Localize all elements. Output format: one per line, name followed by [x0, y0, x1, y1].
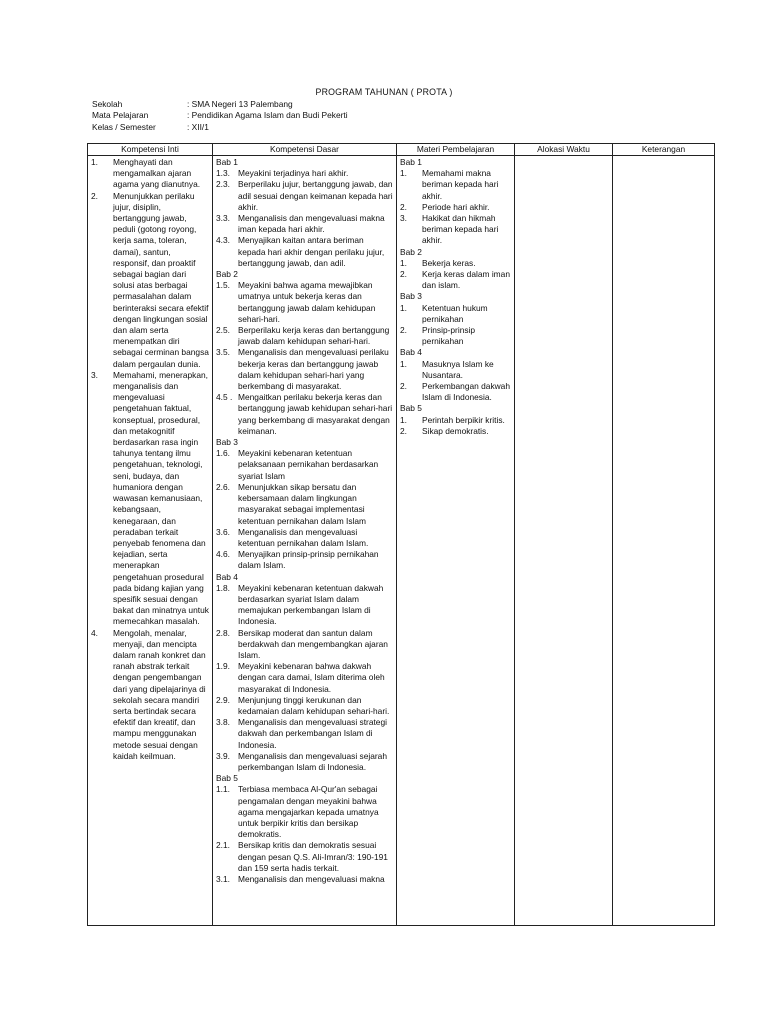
table-row — [88, 156, 715, 926]
item-text: Memahami makna beriman kepada hari akhir. — [422, 168, 499, 201]
item-number: 4.5 . — [216, 392, 233, 403]
keterangan-cell — [613, 156, 715, 926]
item-text: Menyajikan prinsip-prinsip pernikahan dalam Islam. — [238, 549, 379, 571]
meta-value: : Pendidikan Agama Islam dan Budi Pekerti — [187, 110, 348, 121]
list-item — [216, 717, 393, 751]
item-number: 2.1. — [216, 840, 230, 851]
header-kompetensi-inti: Kompetensi Inti — [88, 144, 213, 156]
list-item — [216, 392, 393, 437]
list-item — [91, 157, 209, 191]
item-number: 2.5. — [216, 325, 230, 336]
table-header-row — [88, 144, 715, 156]
alokasi-waktu-cell — [515, 156, 613, 926]
item-text: Menunjukkan sikap bersatu dan kebersamaan dalam lingkungan masyarakat sebagai implementasi ketentuan pernikahan dalam Islam — [238, 481, 367, 526]
list-item — [91, 370, 209, 628]
item-number: 1.3. — [216, 168, 230, 179]
list-item — [400, 415, 511, 426]
header-keterangan: Keterangan — [613, 144, 715, 156]
list-item — [216, 840, 393, 874]
meta-row-school — [92, 99, 348, 110]
list-item — [216, 482, 393, 527]
item-number: 3.1. — [216, 874, 230, 884]
list-item — [216, 751, 393, 773]
item-text: Kerja keras dalam iman dan islam. — [422, 269, 510, 291]
list-item — [216, 347, 393, 392]
item-text: Masuknya Islam ke Nusantara. — [422, 358, 494, 380]
item-number: 2.9. — [216, 694, 230, 705]
meta-row-subject — [92, 110, 348, 121]
list-item — [216, 784, 393, 840]
list-item — [216, 235, 393, 269]
meta-label: Sekolah — [92, 99, 123, 109]
bab-heading: Bab 5 — [400, 403, 422, 414]
item-number: 1.1. — [216, 784, 230, 795]
item-number: 4.6. — [216, 549, 230, 560]
list-item — [400, 303, 511, 325]
item-text: Perkembangan dakwah Islam di Indonesia. — [422, 381, 510, 403]
bab-heading: Bab 2 — [216, 269, 238, 280]
item-text: Meyakini kebenaran bahwa dakwah dengan cara damai, Islam diterima oleh masyarakat di Indonesia. — [238, 661, 385, 694]
item-number: 2. — [400, 201, 407, 212]
meta-value: : XII/1 — [187, 121, 209, 132]
bab-heading: Bab 2 — [400, 246, 422, 257]
list-item — [400, 202, 511, 213]
prota-table — [87, 143, 715, 926]
meta-value: : SMA Negeri 13 Palembang — [187, 99, 293, 109]
bab-heading: Bab 3 — [400, 291, 422, 302]
item-number: 3.8. — [216, 717, 230, 728]
list-item — [216, 448, 393, 482]
item-number: 2. — [91, 190, 98, 201]
list-item — [400, 359, 511, 381]
list-item — [400, 426, 511, 437]
item-text: Menyajikan kaitan antara beriman kepada hari akhir dengan perilaku jujur, bertanggung jawab, dan adil. — [238, 235, 385, 268]
item-text: Meyakini terjadinya hari akhir. — [238, 168, 349, 179]
item-text: Menganalisis dan mengevaluasi sejarah perkembangan Islam di Indonesia. — [238, 750, 387, 772]
list-item — [216, 280, 393, 325]
document-meta — [92, 99, 348, 133]
list-item — [216, 695, 393, 717]
item-text: Bersikap moderat dan santun dalam berdakwah dan mengembangkan ajaran Islam. — [238, 627, 388, 660]
item-text: Meyakini kebenaran ketentuan dakwah berdasarkan syariat Islam dalam memajukan perkembangan Islam di Indonesia. — [238, 582, 384, 627]
list-item — [216, 527, 393, 549]
item-number: 2. — [400, 325, 407, 336]
list-item — [216, 661, 393, 695]
item-number: 2. — [400, 269, 407, 280]
list-item — [400, 381, 511, 403]
list-item — [216, 549, 393, 571]
item-text: Prinsip-prinsip pernikahan — [422, 325, 476, 347]
item-number: 1. — [400, 414, 407, 425]
bab-heading: Bab 3 — [216, 437, 238, 448]
item-text: Bersikap kritis dan demokratis sesuai dengan pesan Q.S. Ali-Imran/3: 190-191 dan 159 serta hadis terkait. — [238, 840, 388, 873]
list-item — [400, 269, 511, 291]
list-item — [216, 168, 393, 179]
item-text: Menganalisis dan mengevaluasi makna — [238, 874, 385, 884]
bab-heading: Bab 4 — [400, 347, 422, 358]
item-text: Menjunjung tinggi kerukunan dan kedamaian dalam kehidupan sehari-hari. — [238, 694, 390, 716]
item-number: 3.3. — [216, 213, 230, 224]
item-text: Berperilaku kerja keras dan bertanggung jawab dalam kehidupan sehari-hari. — [238, 325, 390, 347]
item-text: Hakikat dan hikmah beriman kepada hari akhir. — [422, 213, 499, 246]
list-item — [216, 874, 393, 885]
materi-cell — [397, 156, 515, 926]
list-item — [91, 628, 209, 762]
item-number: 3.5. — [216, 347, 230, 358]
document-title: PROGRAM TAHUNAN ( PROTA ) — [315, 87, 453, 97]
bab-heading: Bab 4 — [216, 571, 238, 582]
item-number: 2. — [400, 381, 407, 392]
item-number: 1. — [400, 257, 407, 268]
item-text: Terbiasa membaca Al-Qur'an sebagai pengamalan dengan meyakini bahwa agama mengajarkan kepada umatnya untuk berpikir kritis dan bersikap demokratis. — [238, 784, 379, 840]
item-text: Ketentuan hukum pernikahan — [422, 302, 488, 324]
item-number: 3.6. — [216, 526, 230, 537]
item-text: Mengolah, menalar, menyaji, dan mencipta dalam ranah konkret dan ranah abstrak terkait dengan pengembangan dari yang dipelajarinya di sekolah secara mandiri serta bertindak secara efektif dan kreatif, dan mampu menggunakan metode sesuai dengan kaidah keilmuan. — [113, 627, 206, 761]
item-text: Menghayati dan mengamalkan ajaran agama yang dianutnya. — [113, 157, 201, 190]
item-text: Menunjukkan perilaku jujur, disiplin, bertanggung jawab, peduli (gotong royong, kerja sama, toleran, damai), santun, responsif, dan proaktif sebagai bagian dari solusi atas berbagai permasalahan dalam berinteraksi secara efektif dengan lingkungan sosial dan alam serta menempatkan diri sebagai cerminan bangsa dalam pergaulan dunia. — [113, 190, 209, 369]
list-item — [400, 168, 511, 202]
item-number: 1. — [91, 157, 98, 167]
item-number: 3. — [400, 213, 407, 224]
bab-heading: Bab 5 — [216, 773, 238, 784]
list-item — [216, 213, 393, 235]
header-alokasi-waktu: Alokasi Waktu — [515, 144, 613, 156]
item-number: 1.9. — [216, 661, 230, 672]
item-text: Memahami, menerapkan, menganalisis dan mengevaluasi pengetahuan faktual, konseptual, prosedural, dan metakognitif berdasarkan rasa ingin tahunya tentang ilmu pengetahuan, teknologi, seni, budaya, dan humaniora dengan wawasan kemanusiaan, kebangsaan, kenegaraan, dan peradaban terkait penyebab fenomena dan kejadian, serta menerapkan pengetahuan prosedural pada bidang kajian yang spesifik sesuai dengan bakat dan minatnya untuk memecahkan masalah. — [113, 369, 209, 627]
list-item — [216, 179, 393, 213]
bab-heading: Bab 1 — [400, 157, 422, 167]
item-number: 1.8. — [216, 582, 230, 593]
item-text: Menganalisis dan mengevaluasi perilaku bekerja keras dan bertanggung jawab dalam kehidupan sehari-hari yang berkembang di masyarakat. — [238, 347, 389, 392]
item-number: 2.8. — [216, 627, 230, 638]
kompetensi-inti-cell — [88, 156, 213, 926]
item-number: 2.6. — [216, 481, 230, 492]
item-text: Meyakini kebenaran ketentuan pelaksanaan pernikahan berdasarkan syariat Islam — [238, 448, 379, 481]
item-number: 1. — [400, 302, 407, 313]
kompetensi-dasar-cell — [213, 156, 397, 926]
header-materi: Materi Pembelajaran — [397, 144, 515, 156]
item-number: 3.9. — [216, 750, 230, 761]
item-text: Menganalisis dan mengevaluasi strategi dakwah dan perkembangan Islam di Indonesia. — [238, 717, 387, 750]
list-item — [400, 325, 511, 347]
item-text: Bekerja keras. — [422, 257, 476, 268]
item-number: 2. — [400, 425, 407, 436]
meta-label: Kelas / Semester — [92, 121, 156, 132]
item-text: Perintah berpikir kritis. — [422, 414, 505, 425]
item-number: 2.3. — [216, 179, 230, 190]
item-text: Berperilaku jujur, bertanggung jawab, dan adil sesuai dengan keimanan kepada hari akhir. — [238, 179, 393, 212]
item-number: 4.3. — [216, 235, 230, 246]
item-number: 1.6. — [216, 448, 230, 459]
meta-label: Mata Pelajaran — [92, 110, 149, 121]
meta-row-class — [92, 122, 348, 133]
item-text: Menganalisis dan mengevaluasi makna iman kepada hari akhir. — [238, 213, 385, 235]
item-text: Meyakini bahwa agama mewajibkan umatnya untuk bekerja keras dan bertanggung jawab dalam kehidupan sehari-hari. — [238, 280, 376, 324]
item-number: 1. — [400, 358, 407, 369]
list-item — [400, 258, 511, 269]
list-item — [216, 583, 393, 628]
list-item — [216, 628, 393, 662]
bab-heading: Bab 1 — [216, 157, 238, 167]
item-number: 4. — [91, 627, 98, 638]
item-number: 1. — [400, 168, 407, 179]
header-kompetensi-dasar: Kompetensi Dasar — [213, 144, 397, 156]
item-text: Menganalisis dan mengevaluasi ketentuan pernikahan dalam Islam. — [238, 526, 369, 548]
item-number: 1.5. — [216, 280, 230, 291]
item-text: Mengaitkan perilaku bekerja keras dan bertanggung jawab kehidupan sehari-hari yang berkembang di masyarakat dengan keimanan. — [238, 392, 393, 436]
list-item — [400, 213, 511, 247]
item-text: Sikap demokratis. — [422, 425, 489, 436]
list-item — [216, 325, 393, 347]
item-text: Periode hari akhir. — [422, 201, 490, 212]
list-item — [91, 191, 209, 370]
item-number: 3. — [91, 369, 98, 380]
